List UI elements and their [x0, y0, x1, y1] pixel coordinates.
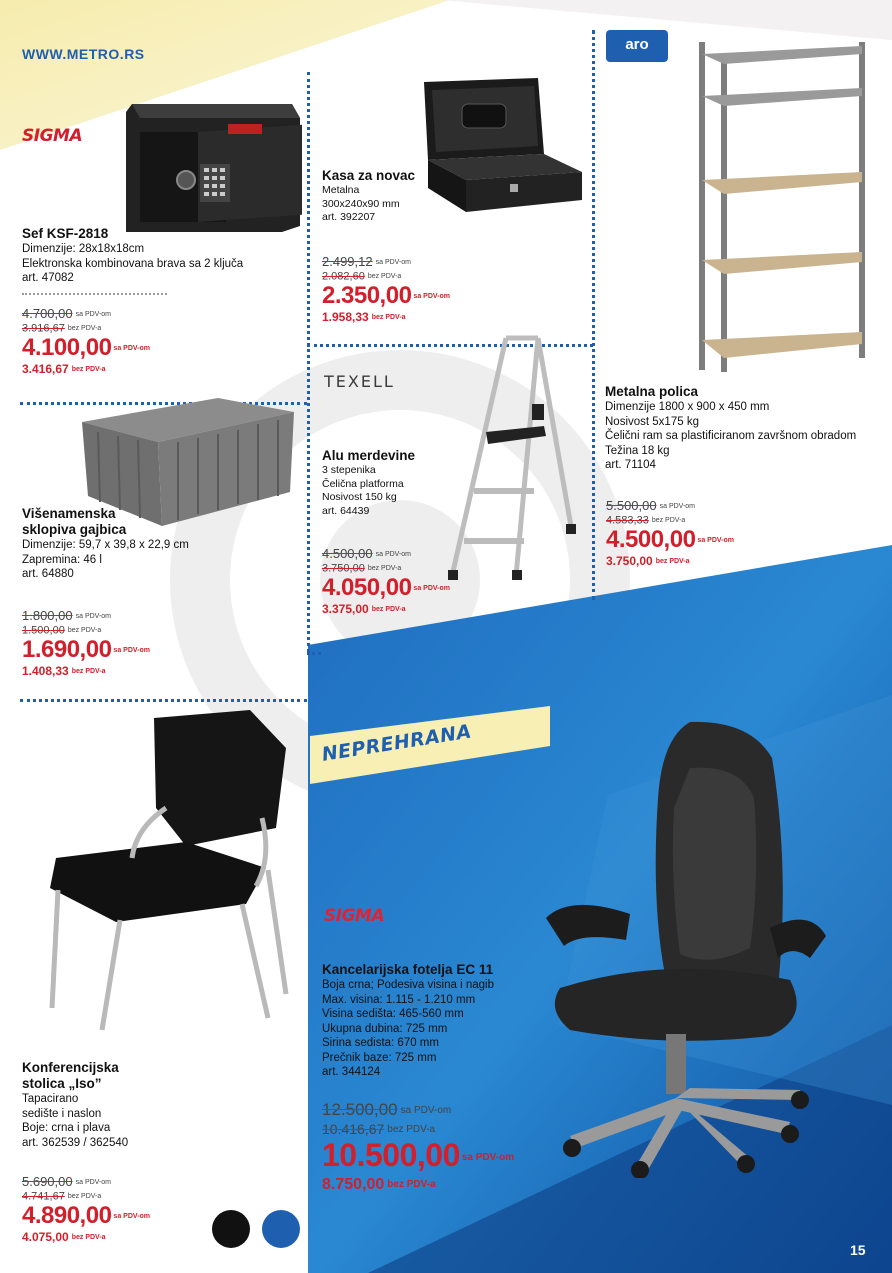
old-price: 5.690,00 — [22, 1174, 73, 1189]
product-detail: sedište i naslon — [22, 1107, 102, 1120]
product-office-chair — [322, 962, 542, 1080]
new-net-price: 1.408,33 — [22, 664, 69, 679]
new-net-price: 3.750,00 — [606, 554, 653, 569]
color-swatch-black[interactable] — [212, 1210, 250, 1248]
product-detail: Metalna — [322, 184, 360, 196]
gross-label: sa PDV-om — [113, 345, 150, 353]
old-price: 4.700,00 — [22, 306, 73, 321]
product-name: Konferencijska — [22, 1060, 119, 1075]
new-price: 4.100,00 — [22, 334, 112, 362]
gross-label: sa PDV-om — [697, 537, 734, 545]
old-net-price: 3.916,67 — [22, 322, 65, 335]
product-detail: Sirina sedista: 670 mm — [322, 1037, 439, 1049]
product-name: sklopiva gajbica — [22, 522, 127, 537]
gross-label: sa PDV-om — [659, 503, 696, 511]
ladder-image — [446, 332, 582, 584]
old-price: 4.500,00 — [322, 546, 373, 561]
product-detail: Zapremina: 46 l — [22, 553, 102, 566]
column-divider-left — [307, 72, 310, 652]
gross-label: sa PDV-om — [75, 1179, 112, 1187]
new-price: 2.350,00 — [322, 282, 412, 310]
product-detail: Težina 18 kg — [605, 444, 670, 457]
row-divider-left-2 — [20, 699, 307, 702]
price-metal-shelf — [606, 498, 734, 569]
office-chair-image — [540, 718, 830, 1178]
net-label: bez PDV-a — [387, 1179, 436, 1191]
new-price: 10.500,00 — [322, 1137, 460, 1174]
new-price: 4.890,00 — [22, 1202, 112, 1230]
product-detail: Prečnik baze: 725 mm — [322, 1051, 437, 1064]
price-cash-box — [322, 254, 450, 325]
product-metal-shelf — [605, 384, 885, 473]
category-banner-label: NEPREHRANA — [320, 720, 474, 766]
product-detail: 300x240x90 mm — [322, 197, 400, 210]
net-label: bez PDV-a — [67, 627, 102, 635]
new-net-price: 3.416,67 — [22, 362, 69, 377]
new-net-price: 3.375,00 — [322, 602, 369, 617]
product-ladder — [322, 448, 452, 518]
old-price: 5.500,00 — [606, 498, 657, 513]
price-crate — [22, 608, 150, 679]
product-detail: Dimenzije: 28x18x18cm — [22, 243, 145, 255]
product-name: Višenamenska — [22, 506, 116, 521]
old-net-price: 3.750,00 — [322, 562, 365, 575]
row-divider-mid-2 — [307, 652, 321, 655]
sigma-logo: SIGMA — [22, 126, 83, 146]
safe-image — [112, 98, 302, 233]
site-url[interactable]: WWW.METRO.RS — [22, 46, 145, 62]
new-net-price: 1.958,33 — [322, 310, 369, 325]
product-name: Kasa za novac — [322, 168, 416, 183]
net-label: bez PDV-a — [367, 273, 402, 281]
net-label: bez PDV-a — [387, 1124, 436, 1136]
gross-label: sa PDV-om — [113, 1213, 150, 1221]
product-detail: art. 71104 — [605, 459, 656, 471]
product-detail: Dimenzije 1800 x 900 x 450 mm — [605, 401, 770, 413]
net-label: bez PDV-a — [71, 667, 106, 675]
product-detail: Max. visina: 1.115 - 1.210 mm — [322, 993, 476, 1006]
new-net-price: 4.075,00 — [22, 1230, 69, 1245]
product-detail: Nosivost 150 kg — [322, 491, 397, 503]
product-detail: Tapacirano — [22, 1093, 79, 1105]
gross-label: sa PDV-om — [113, 647, 150, 655]
product-detail: Nosivost 5x175 kg — [605, 415, 699, 428]
product-name: stolica „Iso” — [22, 1076, 102, 1091]
gross-label: sa PDV-om — [461, 1151, 515, 1163]
price-safe — [22, 306, 150, 377]
gross-label: sa PDV-om — [413, 585, 450, 593]
product-detail: art. 64439 — [322, 504, 370, 517]
gross-label: sa PDV-om — [75, 613, 112, 621]
net-label: bez PDV-a — [651, 517, 686, 525]
net-label: bez PDV-a — [67, 325, 102, 333]
net-label: bez PDV-a — [371, 605, 406, 613]
price-office-chair — [322, 1100, 514, 1194]
sigma-logo: SIGMA — [324, 906, 385, 926]
conference-chair-image — [36, 708, 296, 1038]
texell-logo: TEXELL — [324, 372, 395, 391]
net-label: bez PDV-a — [655, 557, 690, 565]
column-divider-right — [592, 30, 595, 600]
product-name: Alu merdevine — [322, 448, 416, 463]
old-price: 1.800,00 — [22, 608, 73, 623]
new-net-price: 8.750,00 — [322, 1175, 385, 1193]
gross-label: sa PDV-om — [413, 293, 450, 301]
net-label: bez PDV-a — [367, 565, 402, 573]
old-net-price: 2.082,60 — [322, 270, 365, 283]
product-detail: art. 47082 — [22, 272, 74, 284]
new-price: 4.500,00 — [606, 526, 696, 554]
net-label: bez PDV-a — [71, 1233, 106, 1241]
old-net-price: 1.500,00 — [22, 624, 65, 637]
page-number: 15 — [850, 1242, 866, 1258]
aro-logo: aro — [606, 30, 668, 62]
price-divider-safe — [22, 293, 167, 295]
product-detail: 3 stepenika — [322, 464, 376, 476]
color-swatch-blue[interactable] — [262, 1210, 300, 1248]
product-detail: Boje: crna i plava — [22, 1122, 111, 1134]
product-detail: Elektronska kombinovana brava sa 2 ključa — [22, 257, 244, 270]
product-safe — [22, 226, 292, 286]
product-detail: Čelični ram sa plastificiranom završnom obradom — [605, 430, 857, 442]
product-crate — [22, 506, 302, 582]
old-net-price: 4.741,67 — [22, 1190, 65, 1203]
product-name: Kancelarijska fotelja EC 11 — [322, 962, 494, 977]
product-name: Metalna polica — [605, 384, 699, 399]
gross-label: sa PDV-om — [375, 551, 412, 559]
product-detail: art. 392207 — [322, 211, 376, 223]
product-detail: art. 64880 — [22, 568, 74, 580]
net-label: bez PDV-a — [67, 1193, 102, 1201]
gross-label: sa PDV-om — [400, 1104, 452, 1116]
product-detail: art. 344124 — [322, 1066, 381, 1078]
product-cash-box — [322, 168, 462, 225]
net-label: bez PDV-a — [71, 365, 106, 373]
gross-label: sa PDV-om — [375, 259, 412, 267]
new-price: 1.690,00 — [22, 636, 112, 664]
product-detail: art. 362539 / 362540 — [22, 1136, 129, 1149]
old-net-price: 4.583,33 — [606, 514, 649, 527]
product-detail: Ukupna dubina: 725 mm — [322, 1022, 448, 1035]
product-name: Sef KSF-2818 — [22, 226, 109, 241]
old-price: 2.499,12 — [322, 254, 373, 269]
product-detail: Visina sedišta: 465-560 mm — [322, 1008, 464, 1020]
product-conference-chair — [22, 1060, 222, 1150]
old-price: 12.500,00 — [322, 1100, 398, 1119]
price-conference-chair — [22, 1174, 150, 1245]
old-net-price: 10.416,67 — [322, 1120, 385, 1137]
new-price: 4.050,00 — [322, 574, 412, 602]
gross-label: sa PDV-om — [75, 311, 112, 319]
product-detail: Boja crna; Podesiva visina i nagib — [322, 979, 494, 991]
price-ladder — [322, 546, 450, 617]
metal-shelf-image — [694, 40, 872, 374]
net-label: bez PDV-a — [371, 313, 406, 321]
product-detail: Čelična platforma — [322, 477, 404, 490]
product-detail: Dimenzije: 59,7 x 39,8 x 22,9 cm — [22, 539, 189, 551]
